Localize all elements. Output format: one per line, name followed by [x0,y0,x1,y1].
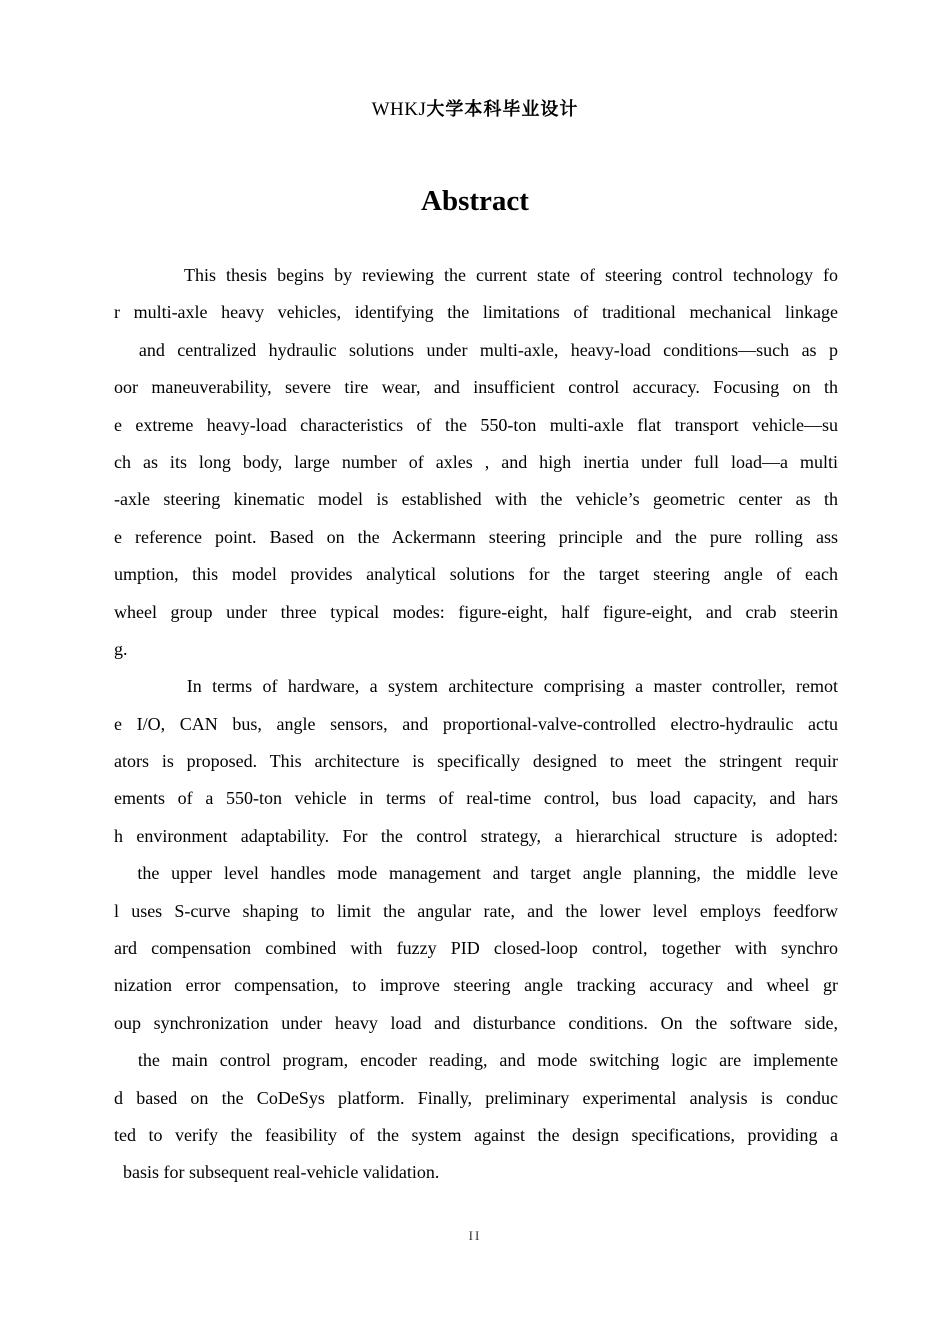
abstract-line: e reference point. Based on the Ackermann steering principle and the pure rolling ass [114,526,838,547]
abstract-line: basis for subsequent real-vehicle validation. [114,1162,440,1183]
abstract-line: and centralized hydraulic solutions under multi-axle, heavy-load conditions—such as p [114,339,838,360]
abstract-line: the main control program, encoder reading, and mode switching logic are implemente [114,1050,838,1071]
abstract-line: r multi-axle heavy vehicles, identifying the limitations of traditional mechanical linkage [114,302,838,323]
abstract-line: wheel group under three typical modes: figure-eight, half figure-eight, and crab steerin [114,601,838,622]
abstract-line: This thesis begins by reviewing the current state of steering control technology fo [114,265,838,285]
abstract-body [114,257,838,1192]
abstract-line: e I/O, CAN bus, angle sensors, and proportional-valve-controlled electro-hydraulic actu [114,713,838,734]
abstract-line: g. [114,638,128,659]
abstract-line: l uses S-curve shaping to limit the angular rate, and the lower level employs feedforw [114,900,838,921]
abstract-line: umption, this model provides analytical solutions for the target steering angle of each [114,564,838,585]
abstract-line: e extreme heavy-load characteristics of the 550-ton multi-axle flat transport vehicle—su [114,414,838,435]
page-number: II [468,1228,482,1243]
abstract-line: oor maneuverability, severe tire wear, and insufficient control accuracy. Focusing on th [114,377,838,398]
abstract-line: ard compensation combined with fuzzy PID closed-loop control, together with synchro [114,938,838,959]
page-header [0,97,950,123]
abstract-line: ted to verify the feasibility of the system against the design specifications, providing a [114,1124,838,1145]
abstract-title: Abstract [421,185,529,217]
abstract-line: In terms of hardware, a system architecture comprising a master controller, remot [114,676,838,697]
abstract-line: ch as its long body, large number of axles , and high inertia under full load—a multi [114,451,838,472]
abstract-line: h environment adaptability. For the control strategy, a hierarchical structure is adopted: [114,825,838,846]
abstract-line: ators is proposed. This architecture is specifically designed to meet the stringent requir [114,751,838,772]
abstract-line: ements of a 550-ton vehicle in terms of real-time control, bus load capacity, and hars [114,788,838,809]
header-chinese: 大学本科毕业设计 [426,99,579,120]
abstract-line: oup synchronization under heavy load and disturbance conditions. On the software side, [114,1012,838,1033]
abstract-line: nization error compensation, to improve steering angle tracking accuracy and wheel gr [114,975,838,996]
abstract-line: -axle steering kinematic model is established with the vehicle’s geometric center as th [114,489,838,510]
abstract-line: the upper level handles mode management and target angle planning, the middle leve [114,863,838,884]
abstract-line: d based on the CoDeSys platform. Finally, preliminary experimental analysis is conduc [114,1087,838,1108]
header-latin: WHKJ [371,99,427,120]
